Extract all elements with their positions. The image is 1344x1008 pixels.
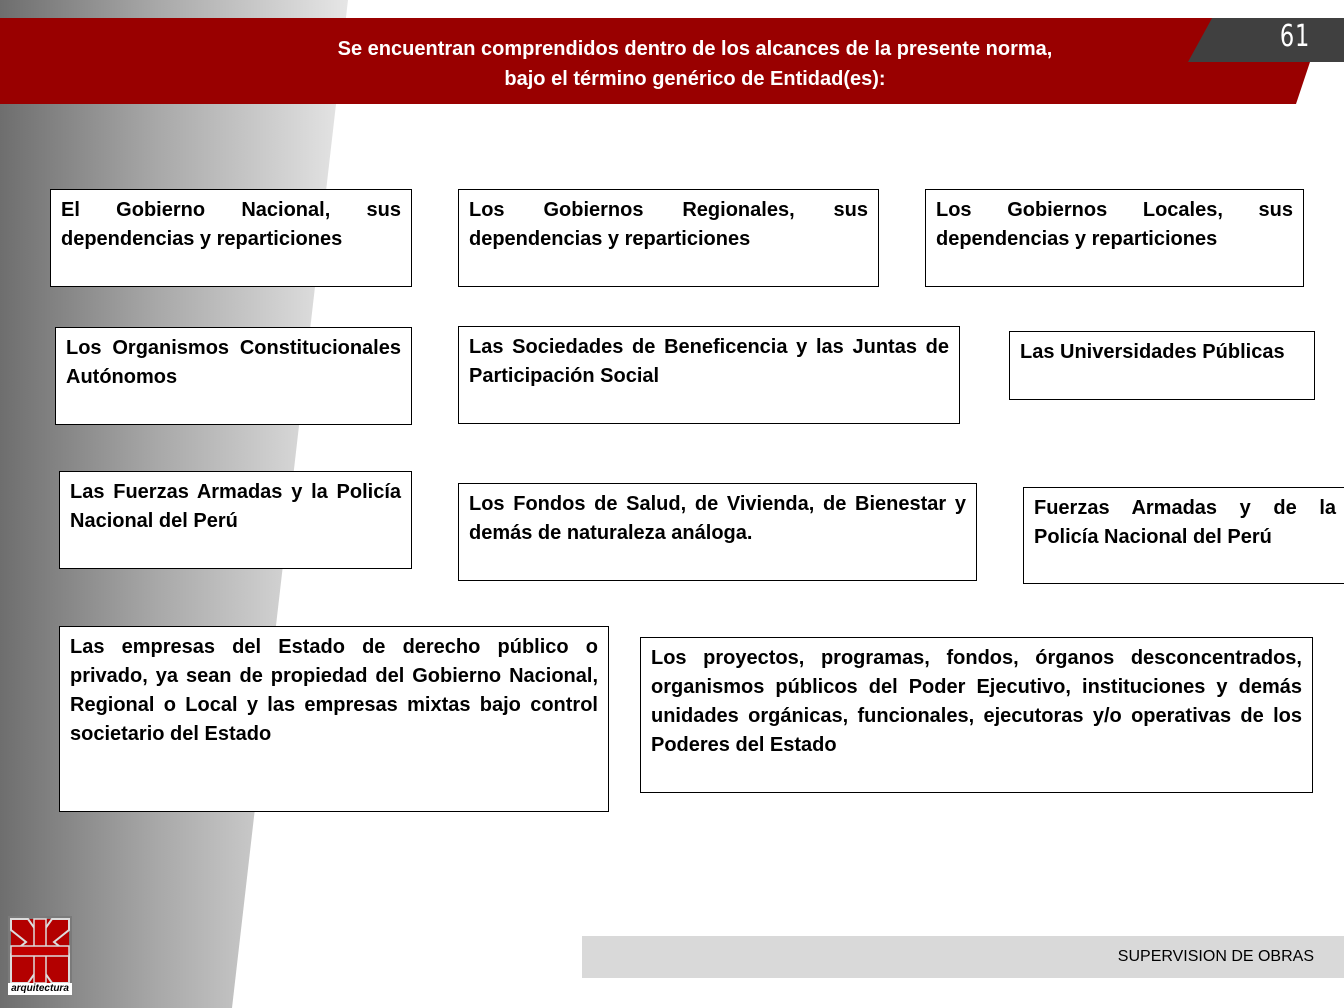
footer-label: SUPERVISION DE OBRAS [1117, 948, 1314, 965]
entity-box-proyectos-programas: Los proyectos, programas, fondos, órganos desconcentrados, organismos públicos del Poder Ejecutivo, instituciones y demás unidades orgánicas, funcionales, ejecutoras y/o operativas de los Poderes del Estado [640, 637, 1313, 793]
entity-box-organismos-autonomos: Los Organismos Constitucionales Autónomos [55, 327, 412, 425]
entity-box-empresas-estado: Las empresas del Estado de derecho público o privado, ya sean de propiedad del Gobierno Nacional, Regional o Local y las empresas mixtas bajo control societario del Estado [59, 626, 609, 812]
entity-box-fondos-salud: Los Fondos de Salud, de Vivienda, de Bienestar y demás de naturaleza análoga. [458, 483, 977, 581]
entity-box-gobiernos-locales: Los Gobiernos Locales, sus dependencias y reparticiones [925, 189, 1304, 287]
title-line-2: bajo el término genérico de Entidad(es): [504, 68, 886, 90]
title-line-1: Se encuentran comprendidos dentro de los alcances de la presente norma, [337, 38, 1053, 60]
entity-box-fuerzas-armadas-policia: Fuerzas Armadas y de la Policía Nacional del Perú [1023, 487, 1344, 584]
page-title [190, 34, 1200, 94]
entity-box-gobiernos-regionales: Los Gobiernos Regionales, sus dependencias y reparticiones [458, 189, 879, 287]
logo-wordmark: arquitectura [8, 983, 72, 995]
entity-box-gobierno-nacional: El Gobierno Nacional, sus dependencias y reparticiones [50, 189, 412, 287]
footer-bar [582, 936, 1344, 978]
slide-number: 61 [1279, 19, 1311, 54]
entity-box-fuerzas-armadas: Las Fuerzas Armadas y la Policía Nacional del Perú [59, 471, 412, 569]
entity-box-universidades: Las Universidades Públicas [1009, 331, 1315, 400]
entity-box-sociedades-beneficencia: Las Sociedades de Beneficencia y las Juntas de Participación Social [458, 326, 960, 424]
